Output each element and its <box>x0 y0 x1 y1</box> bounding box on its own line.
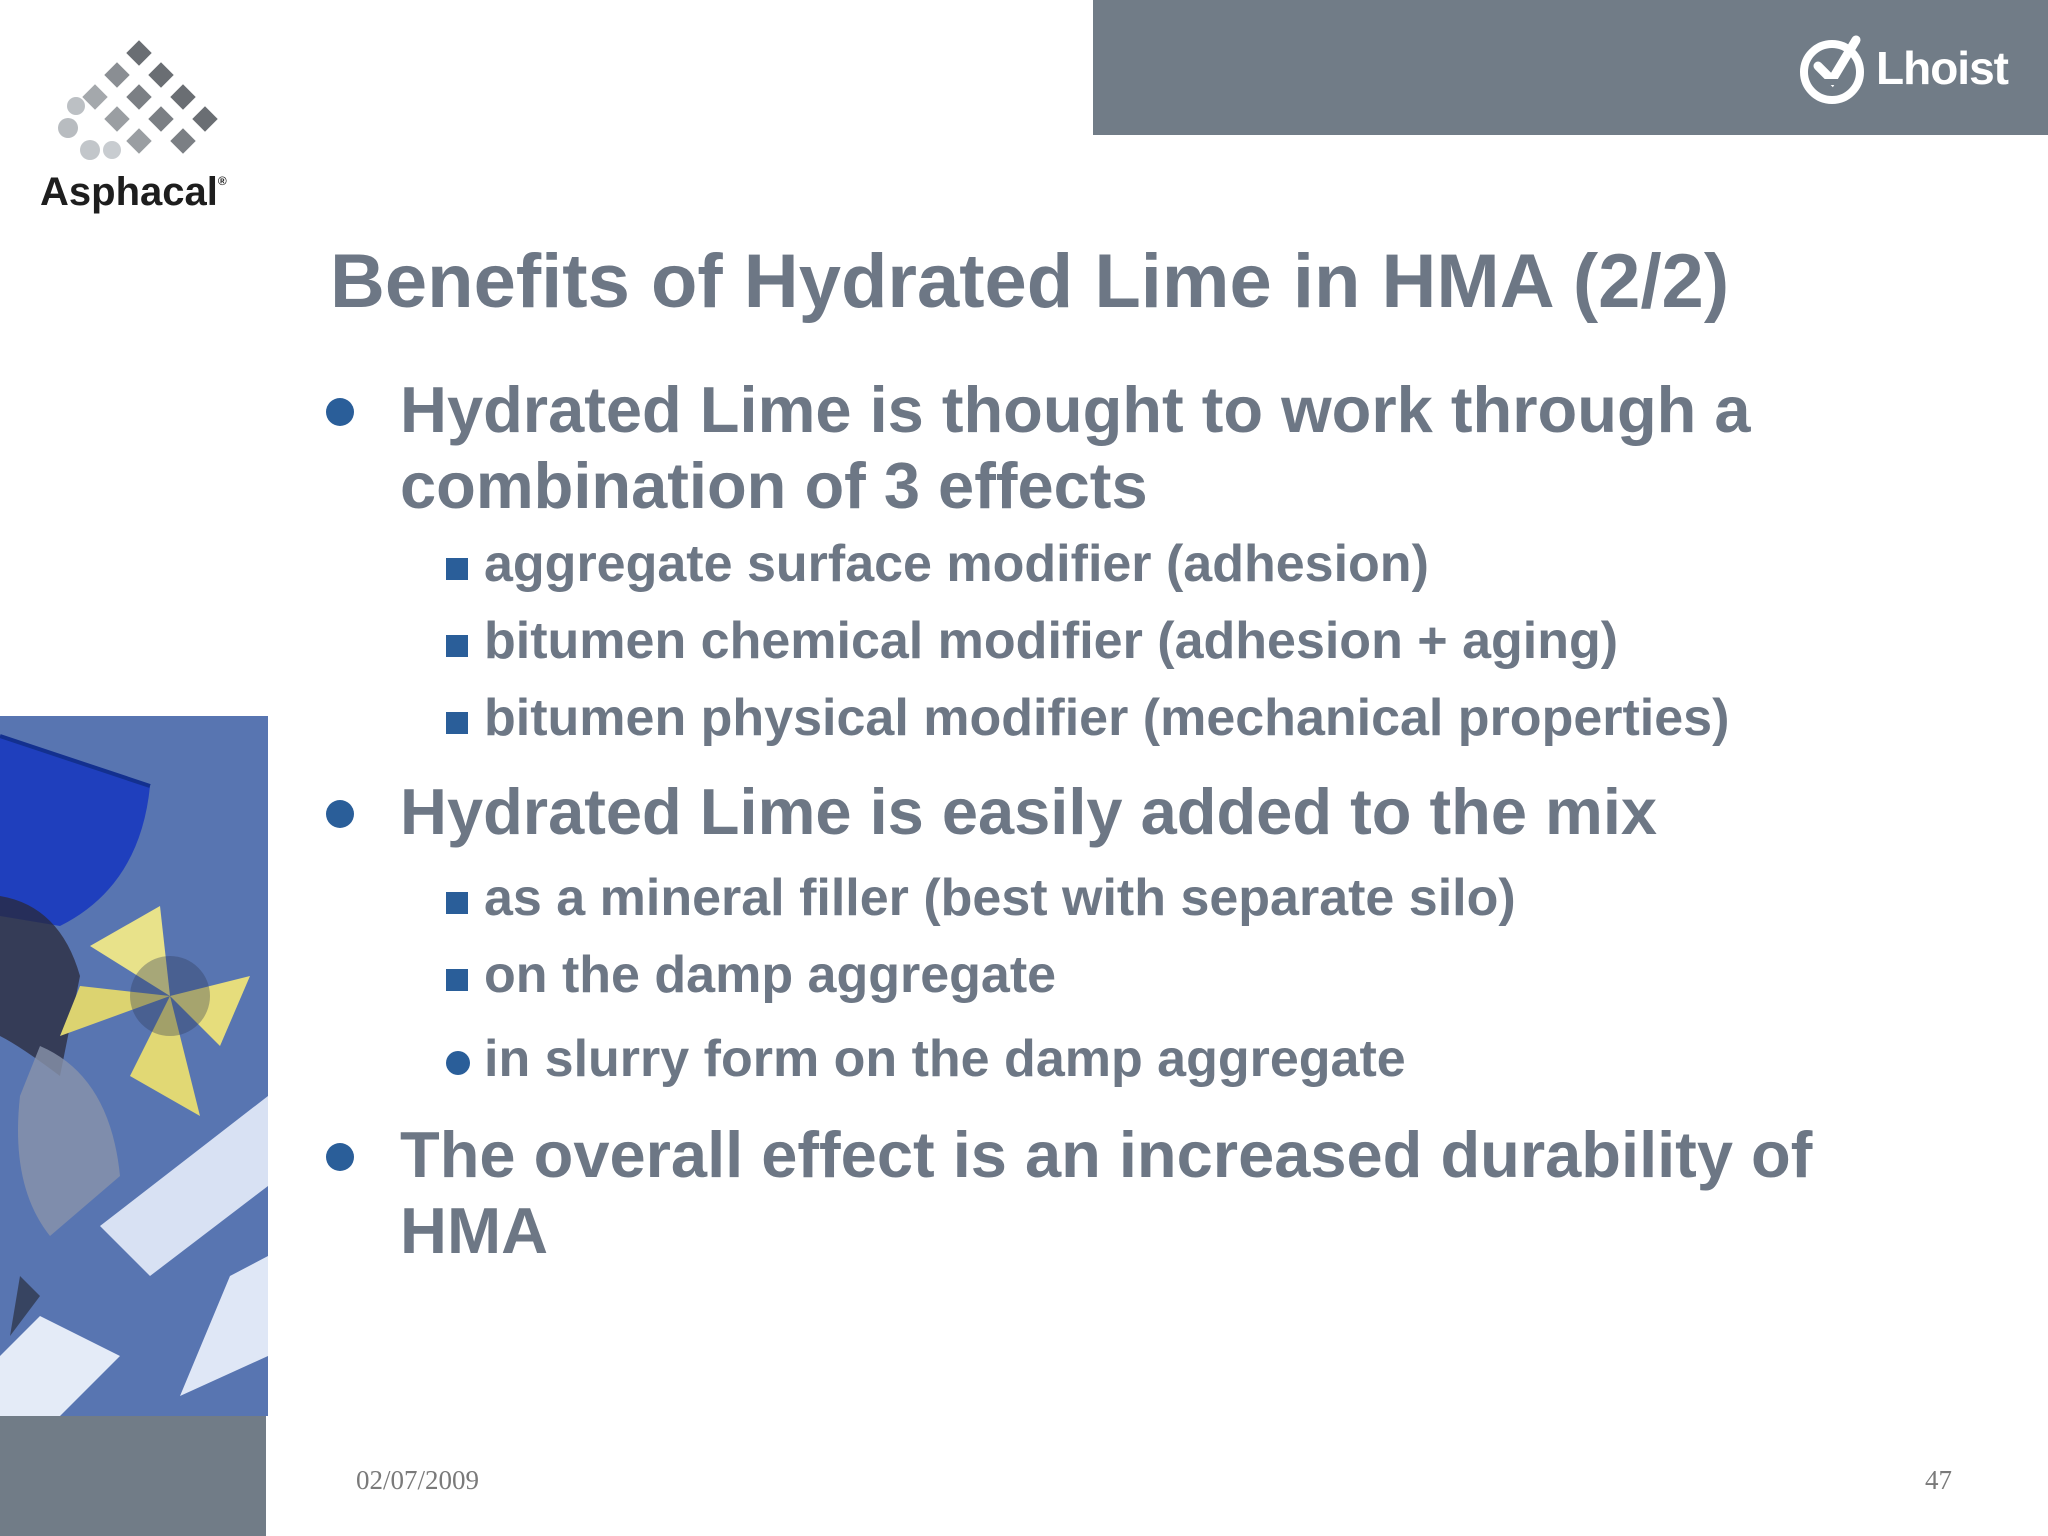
bullet-level1: The overall effect is an increased durability of HMA <box>320 1117 1900 1269</box>
round-bullet-icon <box>326 800 354 828</box>
slide-body <box>320 372 1900 1269</box>
lhoist-emblem-icon <box>1798 30 1870 106</box>
round-bullet-icon <box>326 1143 354 1171</box>
asphacal-diamond-pattern-icon <box>40 38 240 168</box>
bullet-level1: Hydrated Lime is easily added to the mix <box>320 774 1900 850</box>
square-bullet-icon <box>446 712 468 734</box>
page-number: 47 <box>1925 1465 1952 1495</box>
umbrella-crosswalk-image-icon <box>0 716 268 1416</box>
round-bullet-icon <box>446 1051 470 1075</box>
asphacal-wordmark: Asphacal® <box>40 170 227 214</box>
round-bullet-icon <box>326 398 354 426</box>
square-bullet-icon <box>446 969 468 991</box>
header-bar <box>1093 0 2048 135</box>
lhoist-wordmark: Lhoist <box>1876 42 2008 94</box>
bullet-level2: bitumen physical modifier (mechanical properties) <box>320 688 1900 748</box>
bullet-level2: aggregate surface modifier (adhesion) <box>320 534 1900 594</box>
asphacal-logo <box>40 38 270 218</box>
lhoist-logo <box>1798 28 2008 108</box>
umbrella-photo <box>0 716 268 1416</box>
square-bullet-icon <box>446 558 468 580</box>
square-bullet-icon <box>446 635 468 657</box>
footer-gray-block <box>0 1416 266 1536</box>
bullet-level2: in slurry form on the damp aggregate <box>320 1029 1900 1089</box>
bullet-level2: bitumen chemical modifier (adhesion + aging) <box>320 611 1900 671</box>
slide-title: Benefits of Hydrated Lime in HMA (2/2) <box>330 239 1730 324</box>
bullet-level2: as a mineral filler (best with separate silo) <box>320 868 1900 928</box>
bullet-level2: on the damp aggregate <box>320 945 1900 1005</box>
square-bullet-icon <box>446 892 468 914</box>
bullet-level1: Hydrated Lime is thought to work through a combination of 3 effects <box>320 372 1900 524</box>
footer-date: 02/07/2009 <box>356 1465 480 1495</box>
